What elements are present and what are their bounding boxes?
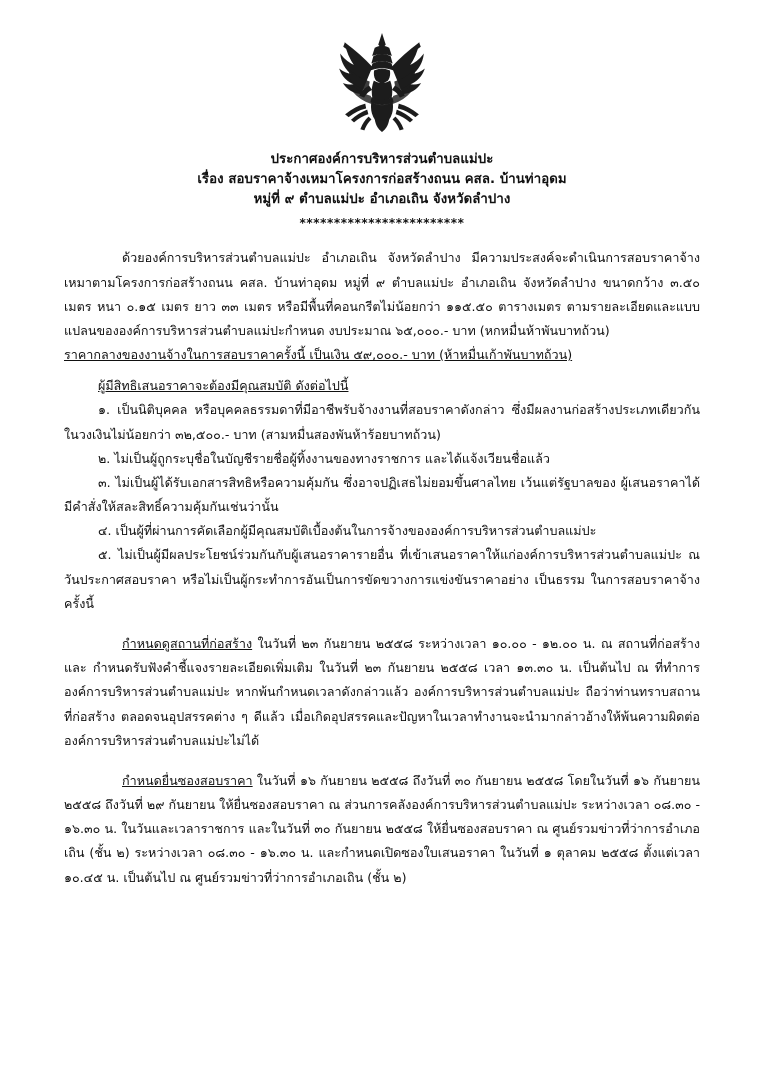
submission-text: ในวันที่ ๑๖ กันยายน ๒๕๕๘ ถึงวันที่ ๓๐ กันยายน ๒๕๕๘ โดยในวันที่ ๑๖ กันยายน ๒๕๕๘ ถึงวันที่ ๒๙ กันยายน ให้ยื่นซองสอบราคา ณ ส่วนการคลังองค์การบริหารส่วนตำบลแม่ปะ ระหว่างเวลา ๐๘.๓๐ - ๑๖.๓๐ น. ในวันและเวลาราชการ และในวันที่ ๓๐ กันยายน ๒๕๕๘ ให้ยื่นซองสอบราคา ณ ศูนย์รวมข่าวที่ว่าการอำเภอเถิน (ชั้น ๒) ระหว่างเวลา ๐๘.๓๐ - ๑๖.๓๐ น. และกำหนดเปิดซองใบเสนอราคา ในวันที่ ๑ ตุลาคม ๒๕๕๘ ตั้งแต่เวลา ๑๐.๔๕ น. เป็นต้นไป ณ ศูนย์รวมข่าวที่ว่าการอำเภอเถิน (ชั้น ๒) bbox=[64, 772, 700, 885]
heading-line-1: ประกาศองค์การบริหารส่วนตำบลแม่ปะ bbox=[270, 152, 494, 167]
heading-line-3: หมู่ที่ ๙ ตำบลแม่ปะ อำเภอเถิน จังหวัดลำปาง bbox=[253, 192, 511, 208]
qualification-item-text: ๒. ไม่เป็นผู้ถูกระบุชื่อในบัญชีรายชื่อผู้ทิ้งงานของทางราชการ และได้แจ้งเวียนชื่อแล้ว bbox=[98, 450, 550, 466]
site-visit-paragraph bbox=[64, 632, 700, 753]
median-price-text: ราคากลางของงานจ้างในการสอบราคาครั้งนี้ เป็นเงิน ๕๙,๐๐๐.- บาท (ห้าหมื่นเก้าพันบาทถ้วน) bbox=[64, 347, 573, 363]
emblem-container bbox=[64, 0, 700, 136]
qualifications-heading-paragraph bbox=[64, 374, 700, 398]
garuda-emblem bbox=[321, 24, 443, 136]
intro-text: ด้วยองค์การบริหารส่วนตำบลแม่ปะ อำเภอเถิน จังหวัดลำปาง มีความประสงค์จะดำเนินการสอบราคาจ้างเหมาตามโครงการก่อสร้างถนน คสล. บ้านท่าอุดม หมู่ที่ ๙ ตำบลแม่ปะ อำเภอเถิน จังหวัดลำปาง ขนาดกว้าง ๓.๕๐ เมตร หนา ๐.๑๕ เมตร ยาว ๓๓ เมตร หรือมีพื้นที่คอนกรีตไม่น้อยกว่า ๑๑๕.๕๐ ตารางเมตร ตามรายละเอียดและแบบแปลนขององค์การบริหารส่วนตำบลแม่ปะกำหนด งบประมาณ ๖๕,๐๐๐.- บาท (หกหมื่นห้าพันบาทถ้วน) bbox=[64, 250, 700, 338]
qualification-item bbox=[64, 471, 700, 519]
intro-paragraph bbox=[64, 246, 700, 343]
qualification-item-text: ๑. เป็นนิติบุคคล หรือบุคคลธรรมดาที่มีอาชีพรับจ้างงานที่สอบราคาดังกล่าว ซึ่งมีผลงานก่อสร้างประเภทเดียวกันในวงเงินไม่น้อยกว่า ๓๒,๕๐๐.- บาท (สามหมื่นสองพันห้าร้อยบาทถ้วน) bbox=[64, 402, 700, 442]
qualification-item bbox=[64, 519, 700, 543]
document-heading bbox=[64, 150, 700, 232]
submission-label: กำหนดยื่นซองสอบราคา bbox=[122, 772, 253, 788]
heading-star-divider: ************************ bbox=[299, 216, 465, 231]
site-visit-label: กำหนดดูสถานที่ก่อสร้าง bbox=[122, 636, 253, 651]
qualification-item-text: ๔. เป็นผู้ที่ผ่านการคัดเลือกผู้มีคุณสมบัติเบื้องต้นในการจ้างขององค์การบริหารส่วนตำบลแม่ปะ bbox=[98, 523, 597, 539]
qualification-item bbox=[64, 543, 700, 616]
median-price-paragraph bbox=[64, 343, 700, 367]
qualification-item bbox=[64, 447, 700, 471]
qualification-item-text: ๕. ไม่เป็นผู้มีผลประโยชน์ร่วมกันกับผู้เสนอราคารายอื่น ที่เข้าเสนอราคาให้แก่องค์การบริหารส่วนตำบลแม่ปะ ณ วันประกาศสอบราคา หรือไม่เป็นผู้กระทำการอันเป็นการขัดขวางการแข่งขันราคาอย่าง เป็นธรรม ในการสอบราคาจ้างครั้งนี้ bbox=[64, 547, 700, 611]
heading-line-2: เรื่อง สอบราคาจ้างเหมาโครงการก่อสร้างถนน คสล. บ้านท่าอุดม bbox=[197, 172, 567, 188]
qualification-item-text: ๓. ไม่เป็นผู้ได้รับเอกสารสิทธิหรือความคุ้มกัน ซึ่งอาจปฏิเสธไม่ยอมขึ้นศาลไทย เว้นแต่รัฐบาลของ ผู้เสนอราคาได้มีคำสั่งให้สละสิทธิ์ความคุ้มกันเช่นว่านั้น bbox=[64, 474, 700, 515]
qualifications-heading: ผู้มีสิทธิเสนอราคาจะต้องมีคุณสมบัติ ดังต่อไปนี้ bbox=[98, 378, 349, 394]
qualification-item bbox=[64, 398, 700, 446]
submission-paragraph bbox=[64, 769, 700, 890]
site-visit-text: ในวันที่ ๒๓ กันยายน ๒๕๕๘ ระหว่างเวลา ๑๐.๐๐ - ๑๒.๐๐ น. ณ สถานที่ก่อสร้าง และ กำหนดรับฟังคำชี้แจงรายละเอียดเพิ่มเติม ในวันที่ ๒๓ กันยายน ๒๕๕๘ เวลา ๑๓.๓๐ น. เป็นต้นไป ณ ที่ทำการองค์การบริหารส่วนตำบลแม่ปะ หากพ้นกำหนดเวลาดังกล่าวแล้ว องค์การบริหารส่วนตำบลแม่ปะ ถือว่าท่านทราบสถานที่ก่อสร้าง ตลอดจนอุปสรรคต่าง ๆ ดีแล้ว เมื่อเกิดอุปสรรคและปัญหาในเวลาทำงานจะนำมากล่าวอ้างให้พ้นความผิดต่อองค์การบริหารส่วนตำบลแม่ปะไม่ได้ bbox=[64, 636, 700, 748]
document-body bbox=[64, 246, 700, 889]
